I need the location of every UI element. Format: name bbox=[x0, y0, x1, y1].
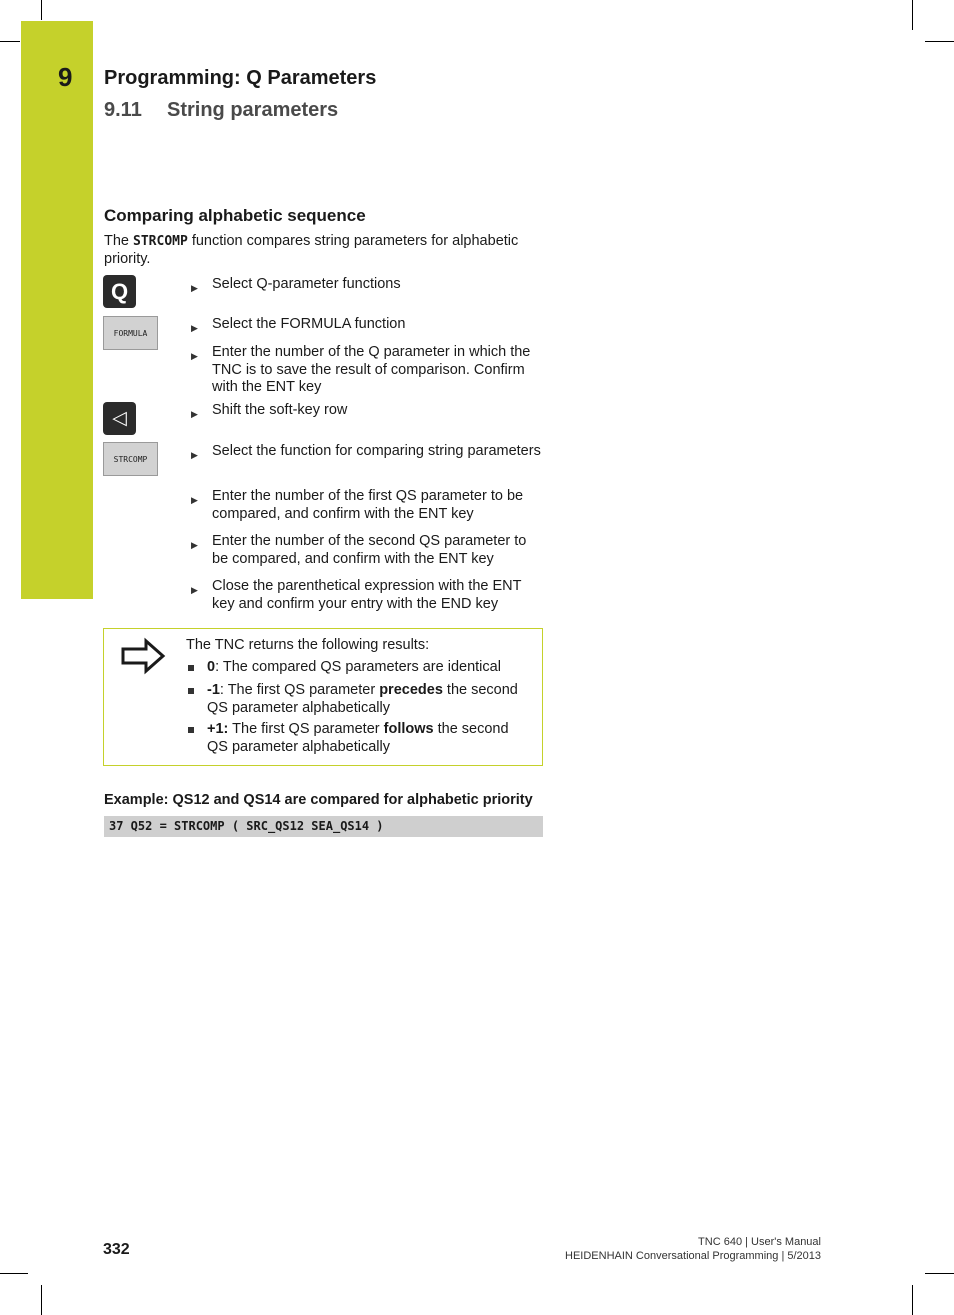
crop-mark bbox=[925, 1273, 954, 1274]
bullet-triangle-icon: ▶ bbox=[191, 450, 198, 460]
bullet-triangle-icon: ▶ bbox=[191, 351, 198, 361]
bullet-triangle-icon: ▶ bbox=[191, 540, 198, 550]
section-name: String parameters bbox=[167, 99, 339, 121]
bullet-triangle-icon: ▶ bbox=[191, 585, 198, 595]
instruction-step: ▶ Close the parenthetical expression with the ENT key and confirm your entry with the END key bbox=[191, 578, 522, 612]
chapter-title: Programming: Q Parameters bbox=[104, 67, 377, 89]
crop-mark bbox=[0, 1273, 28, 1274]
example-code: 37 Q52 = STRCOMP ( SRC_QS12 SEA_QS14 ) bbox=[104, 816, 543, 837]
section-number: 9.11 bbox=[104, 99, 142, 121]
crop-mark bbox=[0, 41, 20, 42]
bullet-square-icon bbox=[188, 665, 194, 671]
formula-softkey: FORMULA bbox=[103, 316, 158, 350]
intro-paragraph: The STRCOMP function compares string parameters for alphabetic priority. bbox=[104, 233, 519, 267]
strcomp-softkey: STRCOMP bbox=[103, 442, 158, 476]
instruction-step: ▶ Enter the number of the first QS parameter to be compared, and confirm with the ENT key bbox=[191, 488, 524, 522]
bullet-triangle-icon: ▶ bbox=[191, 323, 198, 333]
instruction-step: ▶ Select Q-parameter functions bbox=[191, 276, 541, 294]
instruction-step: ▶ Select the function for comparing string parameters bbox=[191, 443, 541, 461]
bullet-triangle-icon: ▶ bbox=[191, 283, 198, 293]
crop-mark bbox=[925, 41, 954, 42]
section-title bbox=[104, 99, 338, 122]
subsection-heading: Comparing alphabetic sequence bbox=[104, 206, 366, 225]
crop-mark bbox=[41, 1285, 42, 1315]
bullet-triangle-icon: ▶ bbox=[191, 495, 198, 505]
bullet-triangle-icon: ▶ bbox=[191, 409, 198, 419]
bullet-square-icon bbox=[188, 688, 194, 694]
page-number: 332 bbox=[103, 1241, 130, 1258]
instruction-step: ▶ Enter the number of the second QS parameter to be compared, and confirm with the ENT key bbox=[191, 533, 527, 567]
footer-line1: TNC 640 | User's Manual bbox=[698, 1236, 821, 1248]
shift-softkey-row-icon: ◁ bbox=[103, 402, 136, 435]
instruction-step: ▶ Enter the number of the Q parameter in which the TNC is to save the result of comparison. Confirm with the ENT key bbox=[191, 344, 531, 395]
result-item: 0: The compared QS parameters are identical bbox=[186, 659, 526, 677]
example-title: Example: QS12 and QS14 are compared for alphabetic priority bbox=[104, 792, 533, 808]
chapter-tab bbox=[21, 21, 93, 599]
result-item: +1: The first QS parameter follows the second QS parameter alphabetically bbox=[186, 721, 526, 756]
note-box bbox=[103, 628, 543, 766]
instruction-step: ▶ Select the FORMULA function bbox=[191, 316, 541, 334]
crop-mark bbox=[41, 0, 42, 20]
bullet-square-icon bbox=[188, 727, 194, 733]
footer bbox=[565, 1235, 821, 1263]
result-item: -1: The first QS parameter precedes the second QS parameter alphabetically bbox=[186, 682, 526, 717]
crop-mark bbox=[912, 0, 913, 30]
strcomp-code: STRCOMP bbox=[133, 234, 188, 249]
note-intro: The TNC returns the following results: bbox=[186, 637, 430, 653]
crop-mark bbox=[912, 1285, 913, 1315]
chapter-number: 9 bbox=[58, 62, 73, 92]
q-key-icon: Q bbox=[103, 275, 136, 308]
instruction-step: ▶ Shift the soft-key row bbox=[191, 402, 541, 420]
arrow-right-icon bbox=[120, 637, 166, 675]
footer-line2: HEIDENHAIN Conversational Programming | 5/2013 bbox=[565, 1250, 821, 1262]
